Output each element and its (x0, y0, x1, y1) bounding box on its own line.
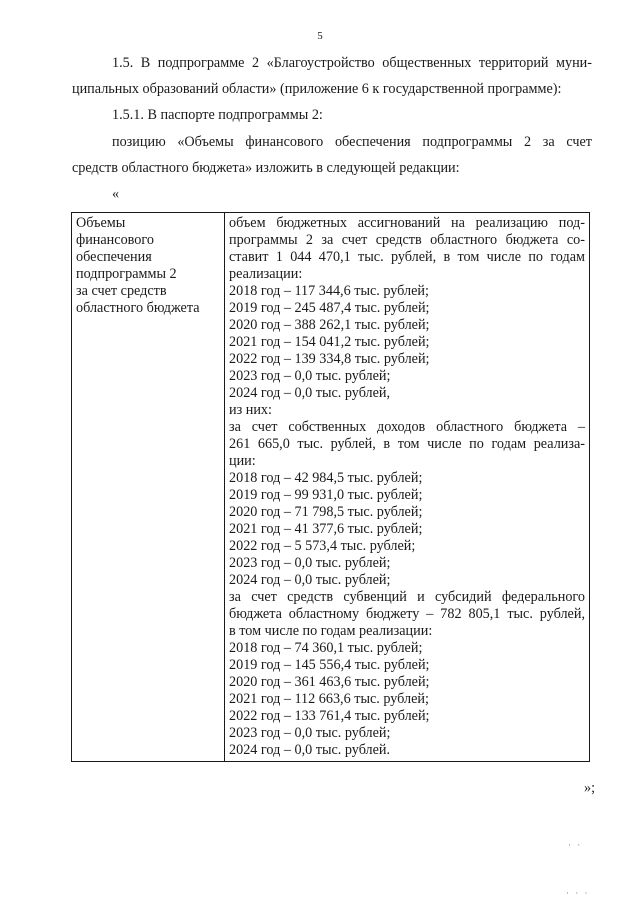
intro-paragraph-2: 1.5.1. В паспорте подпрограммы 2: (112, 107, 323, 123)
funding-line: в том числе по годам реализации: (229, 623, 433, 639)
intro-paragraph-1-line-2: ципальных образований области» (приложение 6 к государственной программе): (72, 81, 562, 97)
position-title-line: подпрограммы 2 (76, 266, 177, 282)
opening-quote: « (112, 186, 120, 202)
funding-line: реализации: (229, 266, 303, 282)
funding-line: ставит 1 044 470,1 тыс. рублей, в том числе по годам (229, 249, 585, 265)
funding-line: 2023 год – 0,0 тыс. рублей; (229, 725, 391, 741)
funding-line: 2024 год – 0,0 тыс. рублей. (229, 742, 391, 758)
position-title-line: финансового (76, 232, 154, 248)
funding-line: 2022 год – 133 761,4 тыс. рублей; (229, 708, 430, 724)
funding-line: программы 2 за счет средств областного бюджета со- (229, 232, 585, 248)
passport-value-cell (225, 213, 590, 762)
funding-line: 2022 год – 139 334,8 тыс. рублей; (229, 351, 430, 367)
scan-mark: · · (568, 840, 583, 850)
position-title-line: за счет средств (76, 283, 167, 299)
page-number: 5 (317, 30, 323, 42)
intro-paragraph-3-line-2: средств областного бюджета» изложить в следующей редакции: (72, 160, 460, 176)
closing-quote: »; (584, 780, 596, 796)
funding-line: 2021 год – 41 377,6 тыс. рублей; (229, 521, 423, 537)
passport-position-cell (72, 213, 225, 762)
funding-line: 2018 год – 117 344,6 тыс. рублей; (229, 283, 429, 299)
funding-line: 2019 год – 99 931,0 тыс. рублей; (229, 487, 423, 503)
intro-paragraph-1-line-1 (112, 55, 592, 72)
position-title-line: областного бюджета (76, 300, 200, 316)
intro-paragraph-3-line-1 (112, 134, 592, 151)
funding-line: 2023 год – 0,0 тыс. рублей; (229, 555, 391, 571)
funding-line: 261 665,0 тыс. рублей, в том числе по годам реализа- (229, 436, 585, 452)
funding-line: за счет собственных доходов областного бюджета – (229, 419, 585, 435)
intro-p3-line1-text: позицию «Объемы финансового обеспечения подпрограммы 2 за счет (112, 134, 592, 150)
funding-line: 2018 год – 74 360,1 тыс. рублей; (229, 640, 423, 656)
position-title-line: обеспечения (76, 249, 152, 265)
scan-mark-bottom: · · · (566, 888, 590, 898)
passport-row (72, 213, 590, 762)
funding-line: 2021 год – 112 663,6 тыс. рублей; (229, 691, 429, 707)
position-title-line: Объемы (76, 215, 126, 231)
funding-line: 2022 год – 5 573,4 тыс. рублей; (229, 538, 416, 554)
funding-line: из них: (229, 402, 272, 418)
funding-line: 2023 год – 0,0 тыс. рублей; (229, 368, 391, 384)
funding-description (229, 215, 585, 759)
funding-line: за счет средств субвенций и субсидий федерального (229, 589, 585, 605)
passport-table (71, 212, 590, 762)
funding-line: 2020 год – 71 798,5 тыс. рублей; (229, 504, 423, 520)
funding-line: 2018 год – 42 984,5 тыс. рублей; (229, 470, 423, 486)
funding-line: 2024 год – 0,0 тыс. рублей, (229, 385, 391, 401)
funding-line: объем бюджетных ассигнований на реализацию под- (229, 215, 585, 231)
funding-line: 2024 год – 0,0 тыс. рублей; (229, 572, 391, 588)
position-title (76, 215, 220, 317)
funding-line: 2019 год – 145 556,4 тыс. рублей; (229, 657, 430, 673)
funding-line: 2020 год – 361 463,6 тыс. рублей; (229, 674, 430, 690)
funding-line: 2019 год – 245 487,4 тыс. рублей; (229, 300, 430, 316)
funding-line: 2020 год – 388 262,1 тыс. рублей; (229, 317, 430, 333)
intro-p1-line1-text: 1.5. В подпрограмме 2 «Благоустройство общественных территорий муни- (112, 55, 592, 71)
funding-line: бюджета областному бюджету – 782 805,1 тыс. рублей, (229, 606, 585, 622)
funding-line: 2021 год – 154 041,2 тыс. рублей; (229, 334, 430, 350)
funding-line: ции: (229, 453, 256, 469)
